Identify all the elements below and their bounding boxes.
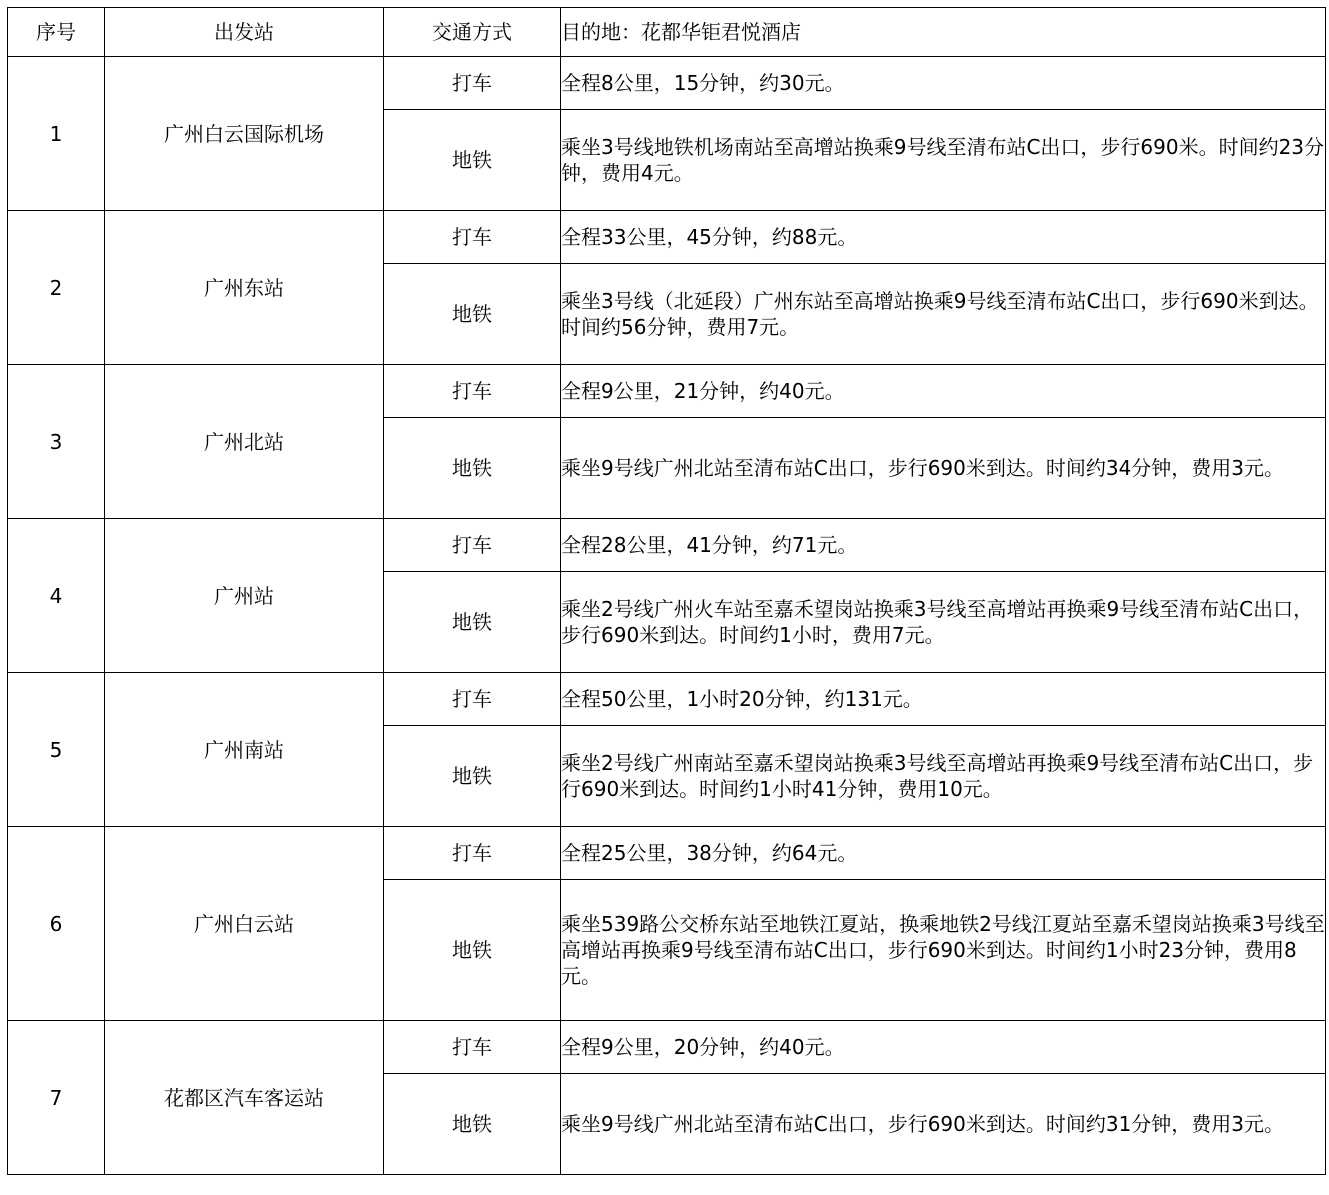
metro-description: 乘坐9号线广州北站至清布站C出口，步行690米到达。时间约31分钟，费用3元。 — [561, 1074, 1326, 1175]
row-departure: 广州东站 — [105, 211, 384, 365]
taxi-description: 全程28公里，41分钟，约71元。 — [561, 519, 1326, 572]
row-index: 4 — [8, 519, 105, 673]
metro-label: 地铁 — [384, 418, 561, 519]
table-row — [8, 1021, 1326, 1074]
metro-description: 乘坐2号线广州南站至嘉禾望岗站换乘3号线至高增站再换乘9号线至清布站C出口，步行690米到达。时间约1小时41分钟，费用10元。 — [561, 726, 1326, 827]
metro-label: 地铁 — [384, 880, 561, 1021]
row-index: 7 — [8, 1021, 105, 1175]
metro-description: 乘坐2号线广州火车站至嘉禾望岗站换乘3号线至高增站再换乘9号线至清布站C出口，步行690米到达。时间约1小时，费用7元。 — [561, 572, 1326, 673]
taxi-description: 全程8公里，15分钟，约30元。 — [561, 57, 1326, 110]
row-index: 1 — [8, 57, 105, 211]
taxi-label: 打车 — [384, 365, 561, 418]
taxi-label: 打车 — [384, 519, 561, 572]
row-index: 2 — [8, 211, 105, 365]
header-row — [8, 8, 1326, 57]
header-destination: 目的地：花都华钜君悦酒店 — [561, 8, 1326, 57]
table-row — [8, 519, 1326, 572]
row-index: 5 — [8, 673, 105, 827]
row-departure: 广州白云国际机场 — [105, 57, 384, 211]
header-departure: 出发站 — [105, 8, 384, 57]
table-row — [8, 673, 1326, 726]
metro-label: 地铁 — [384, 1074, 561, 1175]
taxi-label: 打车 — [384, 673, 561, 726]
transport-table — [7, 7, 1326, 1175]
row-departure: 广州南站 — [105, 673, 384, 827]
row-index: 6 — [8, 827, 105, 1021]
taxi-description: 全程33公里，45分钟，约88元。 — [561, 211, 1326, 264]
taxi-description: 全程9公里，21分钟，约40元。 — [561, 365, 1326, 418]
metro-description: 乘坐539路公交桥东站至地铁江夏站，换乘地铁2号线江夏站至嘉禾望岗站换乘3号线至高增站再换乘9号线至清布站C出口，步行690米到达。时间约1小时23分钟，费用8元。 — [561, 880, 1326, 1021]
taxi-description: 全程25公里，38分钟，约64元。 — [561, 827, 1326, 880]
taxi-label: 打车 — [384, 1021, 561, 1074]
header-index: 序号 — [8, 8, 105, 57]
table-row — [8, 827, 1326, 880]
metro-description: 乘坐3号线地铁机场南站至高增站换乘9号线至清布站C出口，步行690米。时间约23分钟，费用4元。 — [561, 110, 1326, 211]
metro-description: 乘坐3号线（北延段）广州东站至高增站换乘9号线至清布站C出口，步行690米到达。时间约56分钟，费用7元。 — [561, 264, 1326, 365]
row-departure: 广州站 — [105, 519, 384, 673]
header-transport: 交通方式 — [384, 8, 561, 57]
taxi-description: 全程9公里，20分钟，约40元。 — [561, 1021, 1326, 1074]
taxi-description: 全程50公里，1小时20分钟，约131元。 — [561, 673, 1326, 726]
row-departure: 花都区汽车客运站 — [105, 1021, 384, 1175]
table-row — [8, 57, 1326, 110]
taxi-label: 打车 — [384, 827, 561, 880]
row-departure: 广州白云站 — [105, 827, 384, 1021]
table-row — [8, 211, 1326, 264]
metro-label: 地铁 — [384, 726, 561, 827]
row-departure: 广州北站 — [105, 365, 384, 519]
metro-description: 乘坐9号线广州北站至清布站C出口，步行690米到达。时间约34分钟，费用3元。 — [561, 418, 1326, 519]
row-index: 3 — [8, 365, 105, 519]
metro-label: 地铁 — [384, 264, 561, 365]
taxi-label: 打车 — [384, 57, 561, 110]
table-row — [8, 365, 1326, 418]
taxi-label: 打车 — [384, 211, 561, 264]
metro-label: 地铁 — [384, 572, 561, 673]
metro-label: 地铁 — [384, 110, 561, 211]
